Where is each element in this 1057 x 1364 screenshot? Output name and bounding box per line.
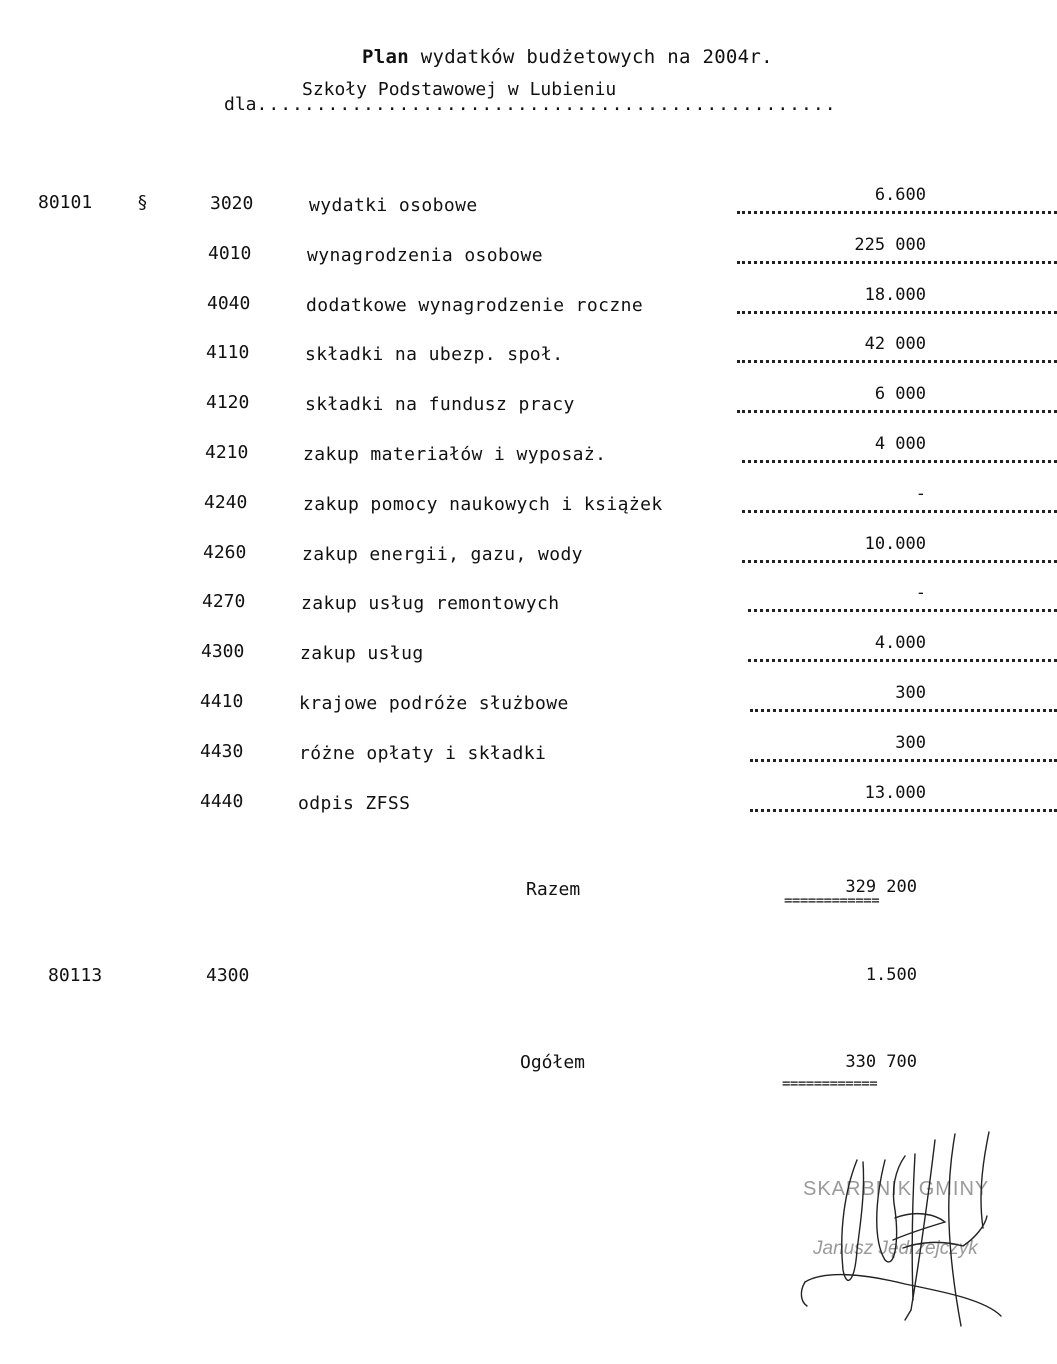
- expense-description: wydatki osobowe: [309, 195, 478, 216]
- grand-total-label: Ogółem: [520, 1052, 586, 1073]
- expense-amount: 6 000: [874, 384, 926, 404]
- chapter-80113: 80113: [48, 965, 103, 986]
- grand-total-double-underline: ============: [782, 1076, 878, 1092]
- expense-amount: 300: [895, 683, 926, 703]
- title-rest: wydatków budżetowych na 2004r.: [420, 46, 773, 68]
- institution-name: Szkoły Podstawowej w Lubieniu: [302, 79, 617, 100]
- expense-amount: 13.000: [864, 783, 926, 803]
- expense-description: zakup usług remontowych: [301, 593, 560, 614]
- dotted-leader: [750, 709, 1057, 712]
- paragraph-sign: §: [137, 192, 148, 213]
- total-double-underline: ============: [784, 893, 880, 909]
- stamp-title: SKARBNIK GMINY: [803, 1178, 990, 1200]
- expense-code: 4240: [204, 492, 248, 513]
- expense-description: wynagrodzenia osobowe: [307, 245, 543, 266]
- expense-code: 4110: [206, 342, 250, 363]
- chapter-80101: 80101: [38, 192, 93, 213]
- expense-amount: -: [915, 484, 926, 504]
- stamp-name: Janusz Jędrzejczyk: [813, 1238, 978, 1259]
- grand-total-amount: 330 700: [845, 1052, 917, 1072]
- dotted-leader: [737, 261, 1057, 264]
- expense-amount: 6.600: [874, 185, 926, 205]
- signature-icon: [795, 1130, 1057, 1364]
- title-bold-word: Plan: [362, 46, 409, 68]
- expense-code: 4260: [203, 542, 247, 563]
- dotted-leader: [737, 211, 1057, 214]
- dotted-leader: [750, 809, 1057, 812]
- expense-code: 4410: [200, 691, 244, 712]
- dotted-leader: [750, 759, 1057, 762]
- dotted-leader: [742, 460, 1057, 463]
- dotted-leader: [748, 609, 1057, 612]
- total-amount: 329 200: [845, 877, 917, 897]
- expense-amount: 18.000: [864, 285, 926, 305]
- expense-description: dodatkowe wynagrodzenie roczne: [306, 295, 644, 316]
- expense-code: 4300: [201, 641, 245, 662]
- expense-description: różne opłaty i składki: [299, 743, 547, 764]
- expense-code: 4430: [200, 741, 244, 762]
- dla-label: dla: [224, 94, 257, 115]
- expense-description: składki na ubezp. społ.: [305, 344, 564, 365]
- dotted-leader: [742, 560, 1057, 563]
- document-title: [362, 46, 773, 68]
- total-label: Razem: [526, 879, 581, 900]
- expense-description: zakup pomocy naukowych i książek: [303, 494, 663, 515]
- expense-amount: 300: [895, 733, 926, 753]
- expense-code: 3020: [210, 193, 254, 214]
- treasurer-stamp: [795, 1130, 1057, 1364]
- expense-amount: 4.000: [874, 633, 926, 653]
- expense-amount: 4 000: [874, 434, 926, 454]
- expense-code: 4010: [208, 243, 252, 264]
- expense-code: 4270: [202, 591, 246, 612]
- expense-amount: -: [915, 583, 926, 603]
- amount-80113: 1.500: [865, 965, 917, 985]
- expense-description: odpis ZFSS: [298, 793, 411, 814]
- dotted-leader: [737, 360, 1057, 363]
- expense-amount: 42 000: [864, 334, 926, 354]
- expense-code: 4210: [205, 442, 249, 463]
- expense-description: zakup energii, gazu, wody: [302, 544, 583, 565]
- dotted-leader: [742, 510, 1057, 513]
- dotted-leader: [748, 659, 1057, 662]
- expense-description: zakup usług: [300, 643, 424, 664]
- expense-amount: 225 000: [854, 235, 926, 255]
- expense-description: składki na fundusz pracy: [305, 394, 575, 415]
- expense-description: zakup materiałów i wyposaż.: [303, 444, 607, 465]
- dla-line: [224, 94, 837, 115]
- code-4300-80113: 4300: [206, 965, 250, 986]
- expense-description: krajowe podróże służbowe: [299, 693, 569, 714]
- dotted-leader: [737, 311, 1057, 314]
- expense-code: 4440: [200, 791, 244, 812]
- dla-dots: .................................................: [256, 94, 837, 115]
- expense-code: 4120: [206, 392, 250, 413]
- dotted-leader: [737, 410, 1057, 413]
- expense-code: 4040: [207, 293, 251, 314]
- expense-amount: 10.000: [864, 534, 926, 554]
